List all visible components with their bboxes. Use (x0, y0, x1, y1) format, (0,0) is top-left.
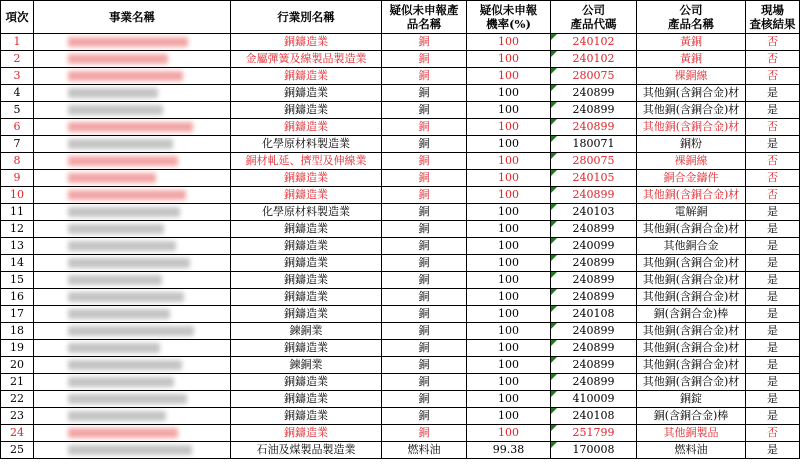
cell-company-product: 其他銅(含銅合金)材 (637, 187, 746, 204)
cell-inspection-result: 是 (746, 204, 800, 221)
cell-industry: 銅鑄造業 (231, 102, 382, 119)
cell-company-code: 240899 (551, 323, 637, 340)
cell-industry: 銅鑄造業 (231, 306, 382, 323)
cell-probability: 100 (467, 170, 551, 187)
cell-business-name (34, 255, 231, 272)
cell-product: 銅 (382, 272, 467, 289)
cell-item: 11 (1, 204, 34, 221)
cell-probability: 100 (467, 391, 551, 408)
redacted-name-blur (68, 411, 166, 421)
cell-inspection-result: 是 (746, 374, 800, 391)
cell-company-code: 240099 (551, 238, 637, 255)
cell-business-name (34, 102, 231, 119)
header-company-product-line2: 產品名稱 (668, 17, 714, 31)
table-row (1, 136, 800, 153)
cell-company-code: 240899 (551, 340, 637, 357)
header-inspection-line2: 查核結果 (749, 17, 796, 31)
cell-probability: 100 (467, 102, 551, 119)
table-row (1, 153, 800, 170)
cell-inspection-result: 是 (746, 306, 800, 323)
cell-item: 9 (1, 170, 34, 187)
table-row (1, 221, 800, 238)
cell-probability: 100 (467, 255, 551, 272)
redacted-name-blur (68, 37, 188, 47)
cell-probability: 100 (467, 408, 551, 425)
redacted-name-blur (68, 292, 184, 302)
header-product-suspect (382, 1, 467, 34)
cell-business-name (34, 391, 231, 408)
cell-company-product: 其他銅(含銅合金)材 (637, 289, 746, 306)
cell-company-product: 其他銅(含銅合金)材 (637, 340, 746, 357)
cell-inspection-result: 是 (746, 442, 800, 459)
redacted-name-blur (68, 343, 160, 353)
cell-inspection-result: 是 (746, 323, 800, 340)
cell-inspection-result: 是 (746, 391, 800, 408)
cell-business-name (34, 272, 231, 289)
cell-company-product: 其他銅製品 (637, 425, 746, 442)
table-row (1, 408, 800, 425)
cell-item: 14 (1, 255, 34, 272)
cell-industry: 銅鑄造業 (231, 425, 382, 442)
redacted-name-blur (68, 105, 163, 115)
table-row (1, 204, 800, 221)
table-row (1, 391, 800, 408)
cell-product: 銅 (382, 119, 467, 136)
cell-inspection-result: 否 (746, 34, 800, 51)
cell-item: 6 (1, 119, 34, 136)
header-business-name: 事業名稱 (34, 1, 231, 34)
cell-business-name (34, 204, 231, 221)
cell-industry: 化學原材料製造業 (231, 136, 382, 153)
cell-company-code: 280075 (551, 153, 637, 170)
cell-inspection-result: 否 (746, 170, 800, 187)
cell-company-product: 其他銅(含銅合金)材 (637, 272, 746, 289)
cell-product: 銅 (382, 289, 467, 306)
cell-business-name (34, 136, 231, 153)
header-product-suspect-line1: 疑似未申報產 (389, 3, 459, 17)
cell-company-code: 240108 (551, 408, 637, 425)
cell-industry: 銅鑄造業 (231, 68, 382, 85)
table-row (1, 306, 800, 323)
cell-probability: 100 (467, 289, 551, 306)
cell-company-product: 銅(含銅合金)棒 (637, 306, 746, 323)
cell-product: 銅 (382, 204, 467, 221)
header-company-code-line2: 產品代碼 (570, 17, 617, 31)
cell-industry: 銅鑄造業 (231, 391, 382, 408)
cell-probability: 100 (467, 68, 551, 85)
header-row (1, 1, 800, 34)
table-row (1, 442, 800, 459)
redacted-name-blur (68, 326, 194, 336)
table-row (1, 357, 800, 374)
table-body (1, 34, 800, 459)
redacted-name-blur (68, 360, 182, 370)
cell-item: 2 (1, 51, 34, 68)
cell-business-name (34, 34, 231, 51)
redacted-name-blur (68, 445, 192, 455)
cell-probability: 100 (467, 357, 551, 374)
table-row (1, 374, 800, 391)
header-company-product-line1: 公司 (679, 3, 703, 17)
cell-probability: 99.38 (467, 442, 551, 459)
cell-probability: 100 (467, 204, 551, 221)
cell-product: 銅 (382, 306, 467, 323)
cell-company-code: 240108 (551, 306, 637, 323)
cell-company-product: 銅(含銅合金)棒 (637, 408, 746, 425)
cell-company-code: 240899 (551, 289, 637, 306)
cell-item: 5 (1, 102, 34, 119)
cell-item: 16 (1, 289, 34, 306)
cell-inspection-result: 否 (746, 68, 800, 85)
cell-company-product: 其他銅(含銅合金)材 (637, 374, 746, 391)
cell-item: 22 (1, 391, 34, 408)
cell-item: 10 (1, 187, 34, 204)
cell-inspection-result: 是 (746, 408, 800, 425)
cell-business-name (34, 357, 231, 374)
cell-probability: 100 (467, 153, 551, 170)
cell-inspection-result: 否 (746, 51, 800, 68)
cell-product: 銅 (382, 238, 467, 255)
cell-company-code: 240899 (551, 119, 637, 136)
cell-product: 銅 (382, 408, 467, 425)
cell-company-code: 240102 (551, 51, 637, 68)
redacted-name-blur (68, 173, 156, 183)
cell-company-product: 其他銅(含銅合金)材 (637, 119, 746, 136)
cell-business-name (34, 374, 231, 391)
cell-business-name (34, 51, 231, 68)
header-product-suspect-line2: 品名稱 (406, 17, 442, 31)
table-row (1, 255, 800, 272)
cell-item: 24 (1, 425, 34, 442)
cell-product: 銅 (382, 357, 467, 374)
redacted-name-blur (68, 241, 176, 251)
cell-industry: 鍊銅業 (231, 357, 382, 374)
cell-product: 銅 (382, 323, 467, 340)
cell-product: 銅 (382, 136, 467, 153)
cell-item: 20 (1, 357, 34, 374)
table-row (1, 272, 800, 289)
header-probability-line2: 機率(%) (486, 17, 531, 31)
cell-probability: 100 (467, 136, 551, 153)
cell-business-name (34, 340, 231, 357)
cell-company-code: 170008 (551, 442, 637, 459)
cell-item: 8 (1, 153, 34, 170)
redacted-name-blur (68, 275, 162, 285)
cell-probability: 100 (467, 221, 551, 238)
redacted-name-blur (68, 156, 178, 166)
cell-inspection-result: 是 (746, 136, 800, 153)
table-row (1, 323, 800, 340)
cell-industry: 鍊銅業 (231, 323, 382, 340)
cell-probability: 100 (467, 306, 551, 323)
cell-business-name (34, 323, 231, 340)
redacted-name-blur (68, 54, 168, 64)
cell-item: 12 (1, 221, 34, 238)
cell-inspection-result: 否 (746, 187, 800, 204)
cell-business-name (34, 221, 231, 238)
cell-business-name (34, 85, 231, 102)
cell-product: 銅 (382, 374, 467, 391)
redacted-name-blur (68, 207, 180, 217)
cell-company-code: 240102 (551, 34, 637, 51)
cell-company-product: 其他銅(含銅合金)材 (637, 357, 746, 374)
redacted-name-blur (68, 428, 178, 438)
cell-company-product: 黃銅 (637, 34, 746, 51)
table-row (1, 85, 800, 102)
cell-probability: 100 (467, 85, 551, 102)
redacted-name-blur (68, 190, 186, 200)
cell-company-product: 其他銅(含銅合金)材 (637, 323, 746, 340)
cell-product: 銅 (382, 153, 467, 170)
cell-company-code: 240105 (551, 170, 637, 187)
cell-company-code: 240899 (551, 374, 637, 391)
cell-item: 1 (1, 34, 34, 51)
cell-company-code: 240899 (551, 357, 637, 374)
cell-company-product: 黃銅 (637, 51, 746, 68)
cell-product: 銅 (382, 51, 467, 68)
cell-product: 銅 (382, 34, 467, 51)
table-row (1, 34, 800, 51)
cell-product: 銅 (382, 425, 467, 442)
table-row (1, 187, 800, 204)
cell-probability: 100 (467, 51, 551, 68)
cell-probability: 100 (467, 425, 551, 442)
redacted-name-blur (68, 224, 164, 234)
cell-item: 15 (1, 272, 34, 289)
cell-company-code: 410009 (551, 391, 637, 408)
table-row (1, 238, 800, 255)
cell-industry: 銅鑄造業 (231, 238, 382, 255)
cell-product: 銅 (382, 102, 467, 119)
cell-product: 銅 (382, 170, 467, 187)
cell-company-code: 240899 (551, 102, 637, 119)
cell-product: 銅 (382, 340, 467, 357)
cell-probability: 100 (467, 323, 551, 340)
cell-inspection-result: 是 (746, 272, 800, 289)
cell-industry: 銅鑄造業 (231, 85, 382, 102)
cell-business-name (34, 170, 231, 187)
cell-company-product: 燃料油 (637, 442, 746, 459)
cell-industry: 銅鑄造業 (231, 119, 382, 136)
table-row (1, 68, 800, 85)
cell-business-name (34, 408, 231, 425)
cell-item: 21 (1, 374, 34, 391)
cell-probability: 100 (467, 187, 551, 204)
cell-company-code: 240103 (551, 204, 637, 221)
cell-industry: 銅鑄造業 (231, 272, 382, 289)
cell-inspection-result: 是 (746, 289, 800, 306)
cell-company-code: 251799 (551, 425, 637, 442)
cell-company-code: 280075 (551, 68, 637, 85)
cell-item: 13 (1, 238, 34, 255)
cell-industry: 銅鑄造業 (231, 374, 382, 391)
cell-inspection-result: 是 (746, 255, 800, 272)
cell-product: 銅 (382, 255, 467, 272)
cell-company-code: 180071 (551, 136, 637, 153)
cell-item: 17 (1, 306, 34, 323)
cell-company-product: 其他銅合金 (637, 238, 746, 255)
cell-company-product: 裸銅線 (637, 68, 746, 85)
cell-company-code: 240899 (551, 255, 637, 272)
cell-item: 4 (1, 85, 34, 102)
header-industry: 行業別名稱 (231, 1, 382, 34)
cell-item: 7 (1, 136, 34, 153)
cell-product: 銅 (382, 221, 467, 238)
header-company-product (637, 1, 746, 34)
cell-industry: 銅材軋延、擠型及伸線業 (231, 153, 382, 170)
cell-business-name (34, 238, 231, 255)
cell-business-name (34, 187, 231, 204)
header-probability (467, 1, 551, 34)
cell-business-name (34, 289, 231, 306)
table-row (1, 425, 800, 442)
cell-industry: 銅鑄造業 (231, 187, 382, 204)
cell-probability: 100 (467, 119, 551, 136)
redacted-name-blur (68, 309, 170, 319)
cell-business-name (34, 306, 231, 323)
redacted-name-blur (68, 88, 158, 98)
cell-industry: 金屬彈簧及線製品製造業 (231, 51, 382, 68)
cell-company-code: 240899 (551, 85, 637, 102)
cell-company-code: 240899 (551, 221, 637, 238)
cell-item: 3 (1, 68, 34, 85)
cell-industry: 銅鑄造業 (231, 340, 382, 357)
redacted-name-blur (68, 258, 190, 268)
table-row (1, 340, 800, 357)
cell-company-code: 240899 (551, 187, 637, 204)
table-row (1, 170, 800, 187)
cell-business-name (34, 153, 231, 170)
cell-inspection-result: 否 (746, 425, 800, 442)
cell-business-name (34, 119, 231, 136)
cell-inspection-result: 是 (746, 340, 800, 357)
cell-product: 銅 (382, 68, 467, 85)
redacted-name-blur (68, 122, 193, 132)
cell-inspection-result: 是 (746, 357, 800, 374)
cell-company-product: 其他銅(含銅合金)材 (637, 85, 746, 102)
cell-inspection-result: 是 (746, 102, 800, 119)
header-inspection (746, 1, 800, 34)
cell-inspection-result: 是 (746, 238, 800, 255)
redacted-name-blur (68, 139, 173, 149)
cell-company-product: 其他銅(含銅合金)材 (637, 221, 746, 238)
cell-item: 19 (1, 340, 34, 357)
cell-industry: 銅鑄造業 (231, 221, 382, 238)
cell-inspection-result: 否 (746, 153, 800, 170)
cell-inspection-result: 是 (746, 85, 800, 102)
cell-probability: 100 (467, 238, 551, 255)
cell-product: 銅 (382, 85, 467, 102)
cell-probability: 100 (467, 340, 551, 357)
cell-company-product: 電解銅 (637, 204, 746, 221)
cell-company-product: 其他銅(含銅合金)材 (637, 102, 746, 119)
cell-company-product: 裸銅線 (637, 153, 746, 170)
cell-industry: 銅鑄造業 (231, 289, 382, 306)
cell-inspection-result: 否 (746, 119, 800, 136)
cell-industry: 銅鑄造業 (231, 255, 382, 272)
header-inspection-line1: 現場 (761, 3, 784, 17)
cell-item: 23 (1, 408, 34, 425)
redacted-name-blur (68, 71, 183, 81)
cell-company-code: 240899 (551, 272, 637, 289)
table-row (1, 289, 800, 306)
cell-industry: 石油及煤製品製造業 (231, 442, 382, 459)
cell-product: 燃料油 (382, 442, 467, 459)
cell-industry: 銅鑄造業 (231, 408, 382, 425)
table-row (1, 119, 800, 136)
header-probability-line1: 疑似未申報 (479, 3, 538, 17)
cell-company-product: 銅粉 (637, 136, 746, 153)
cell-company-product: 其他銅(含銅合金)材 (637, 255, 746, 272)
cell-inspection-result: 是 (746, 221, 800, 238)
cell-item: 25 (1, 442, 34, 459)
cell-probability: 100 (467, 374, 551, 391)
cell-product: 銅 (382, 187, 467, 204)
cell-industry: 銅鑄造業 (231, 170, 382, 187)
header-company-code-line1: 公司 (582, 3, 605, 17)
cell-industry: 銅鑄造業 (231, 34, 382, 51)
header-item: 項次 (1, 1, 34, 34)
cell-probability: 100 (467, 272, 551, 289)
cell-business-name (34, 442, 231, 459)
cell-item: 18 (1, 323, 34, 340)
redacted-name-blur (68, 377, 174, 387)
table-row (1, 51, 800, 68)
cell-business-name (34, 68, 231, 85)
cell-company-product: 銅合金鑄件 (637, 170, 746, 187)
cell-company-product: 銅錠 (637, 391, 746, 408)
redacted-name-blur (68, 394, 187, 404)
table-row (1, 102, 800, 119)
header-company-code (551, 1, 637, 34)
cell-probability: 100 (467, 34, 551, 51)
cell-business-name (34, 425, 231, 442)
cell-product: 銅 (382, 391, 467, 408)
cell-industry: 化學原材料製造業 (231, 204, 382, 221)
